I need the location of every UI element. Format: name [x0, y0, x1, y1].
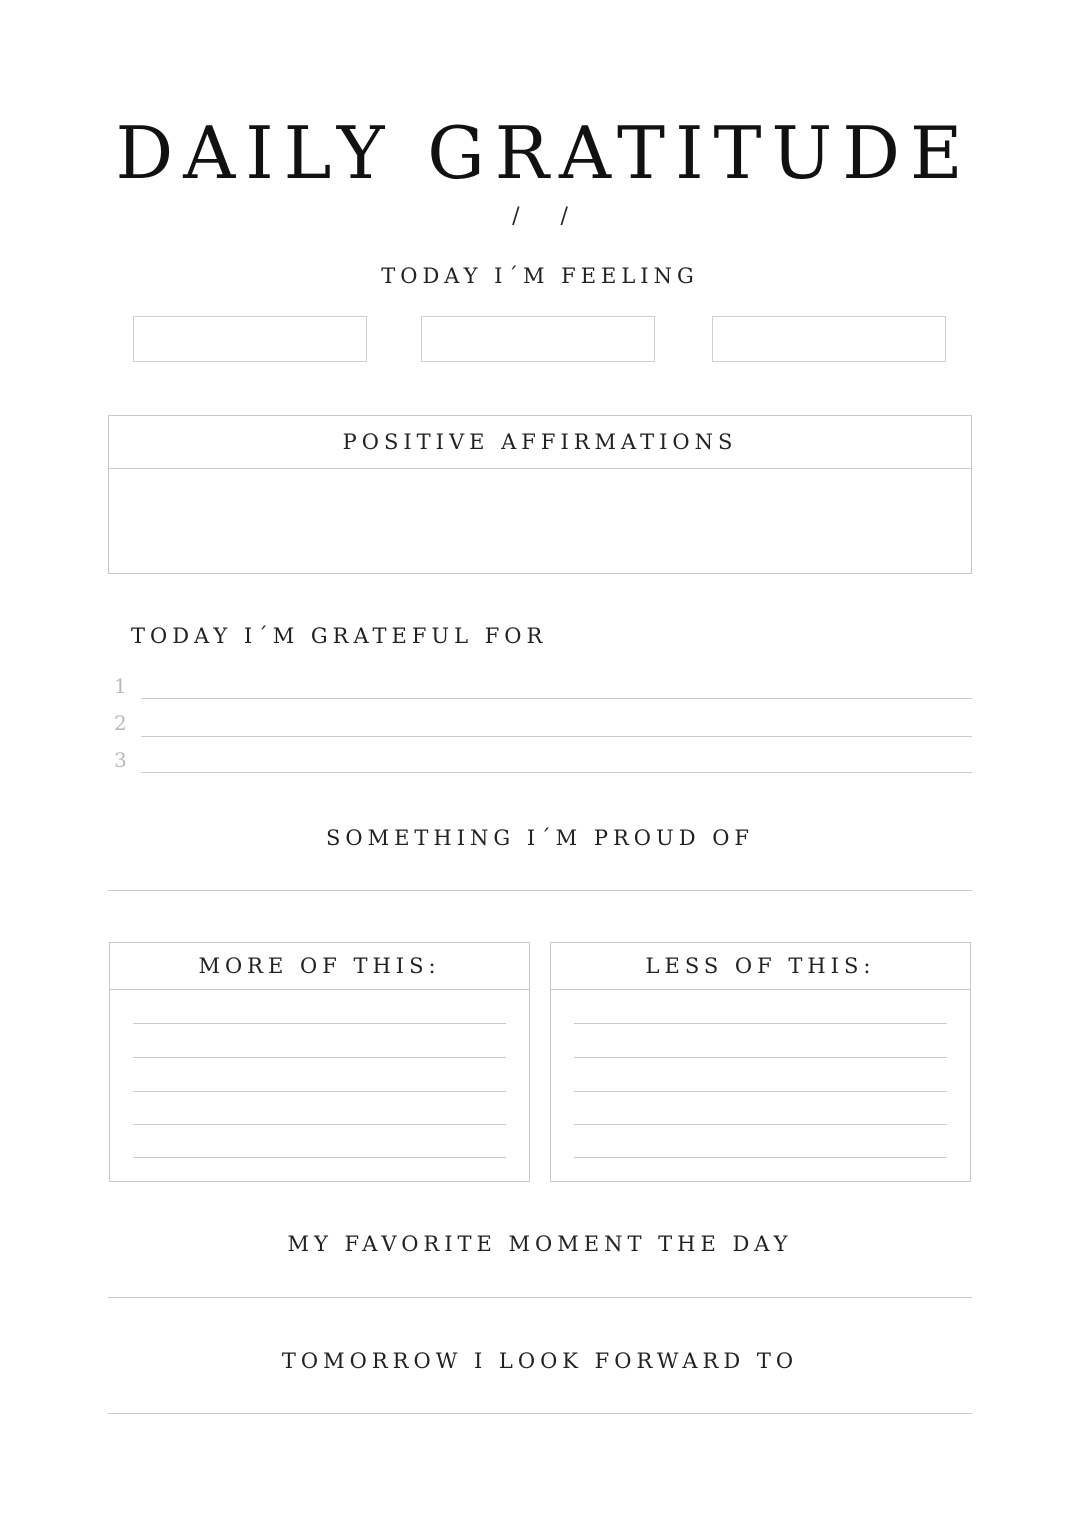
less-of-this-panel — [550, 942, 971, 1182]
more-line-4[interactable] — [133, 1124, 506, 1125]
affirmations-heading: POSITIVE AFFIRMATIONS — [109, 416, 971, 469]
more-of-this-heading: MORE OF THIS: — [110, 943, 529, 990]
grateful-heading: TODAY I´M GRATEFUL FOR — [131, 624, 548, 648]
more-line-3[interactable] — [133, 1091, 506, 1092]
proud-heading: SOMETHING I´M PROUD OF — [325, 826, 754, 850]
favorite-moment-line[interactable] — [108, 1297, 972, 1298]
page-title: DAILY GRATITUDE — [115, 111, 973, 195]
affirmations-box[interactable] — [108, 415, 972, 574]
less-line-4[interactable] — [574, 1124, 947, 1125]
more-line-2[interactable] — [133, 1057, 506, 1058]
grateful-line-3[interactable] — [141, 772, 972, 773]
less-line-2[interactable] — [574, 1057, 947, 1058]
grateful-number-1: 1 — [114, 674, 127, 698]
grateful-line-1[interactable] — [141, 698, 972, 699]
proud-line[interactable] — [108, 890, 972, 891]
feeling-box-1[interactable] — [133, 316, 367, 362]
grateful-number-3: 3 — [114, 748, 127, 772]
less-line-3[interactable] — [574, 1091, 947, 1092]
feeling-heading: TODAY I´M FEELING — [381, 264, 699, 288]
less-line-5[interactable] — [574, 1157, 947, 1158]
more-line-1[interactable] — [133, 1023, 506, 1024]
more-of-this-panel — [109, 942, 530, 1182]
less-line-1[interactable] — [574, 1023, 947, 1024]
feeling-box-3[interactable] — [712, 316, 946, 362]
grateful-number-2: 2 — [114, 711, 127, 735]
less-of-this-heading: LESS OF THIS: — [551, 943, 970, 990]
feeling-box-2[interactable] — [421, 316, 655, 362]
date-field[interactable]: / / — [512, 204, 568, 229]
more-line-5[interactable] — [133, 1157, 506, 1158]
tomorrow-heading: TOMORROW I LOOK FORWARD TO — [281, 1349, 799, 1373]
tomorrow-line[interactable] — [108, 1413, 972, 1414]
favorite-moment-heading: MY FAVORITE MOMENT THE DAY — [287, 1232, 793, 1256]
grateful-line-2[interactable] — [141, 736, 972, 737]
